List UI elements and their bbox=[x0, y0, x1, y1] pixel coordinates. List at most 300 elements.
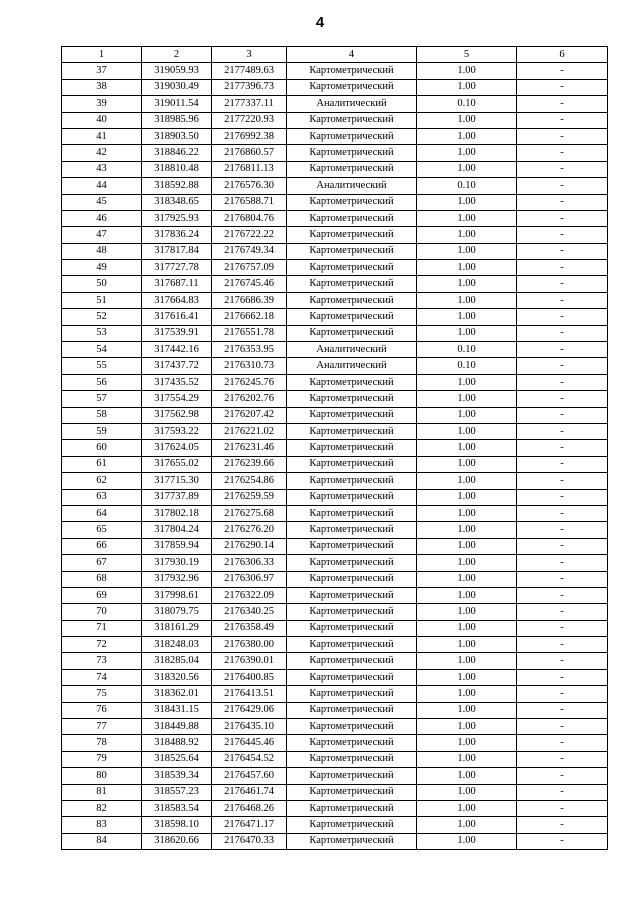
point-number-cell: 38 bbox=[62, 79, 142, 95]
x-coordinate-cell: 318449.88 bbox=[142, 719, 212, 735]
method-cell: Картометрический bbox=[287, 719, 417, 735]
point-number-cell: 69 bbox=[62, 587, 142, 603]
accuracy-cell: 1.00 bbox=[417, 768, 517, 784]
x-coordinate-cell: 318525.64 bbox=[142, 751, 212, 767]
x-coordinate-cell: 317727.78 bbox=[142, 260, 212, 276]
accuracy-cell: 1.00 bbox=[417, 833, 517, 849]
description-cell: - bbox=[517, 161, 608, 177]
description-cell: - bbox=[517, 522, 608, 538]
x-coordinate-cell: 317664.83 bbox=[142, 292, 212, 308]
point-number-cell: 47 bbox=[62, 227, 142, 243]
x-coordinate-cell: 318248.03 bbox=[142, 637, 212, 653]
method-cell: Картометрический bbox=[287, 161, 417, 177]
description-cell: - bbox=[517, 489, 608, 505]
x-coordinate-cell: 317836.24 bbox=[142, 227, 212, 243]
table-row bbox=[62, 817, 608, 833]
x-coordinate-cell: 317655.02 bbox=[142, 456, 212, 472]
table-row bbox=[62, 96, 608, 112]
x-coordinate-cell: 318539.34 bbox=[142, 768, 212, 784]
y-coordinate-cell: 2176745.46 bbox=[212, 276, 287, 292]
method-cell: Картометрический bbox=[287, 751, 417, 767]
point-number-cell: 44 bbox=[62, 178, 142, 194]
x-coordinate-cell: 318285.04 bbox=[142, 653, 212, 669]
description-cell: - bbox=[517, 210, 608, 226]
method-cell: Картометрический bbox=[287, 440, 417, 456]
y-coordinate-cell: 2176221.02 bbox=[212, 423, 287, 439]
y-coordinate-cell: 2176358.49 bbox=[212, 620, 287, 636]
table-row bbox=[62, 768, 608, 784]
y-coordinate-cell: 2177220.93 bbox=[212, 112, 287, 128]
method-cell: Картометрический bbox=[287, 79, 417, 95]
accuracy-cell: 1.00 bbox=[417, 669, 517, 685]
method-cell: Картометрический bbox=[287, 227, 417, 243]
accuracy-cell: 1.00 bbox=[417, 292, 517, 308]
accuracy-cell: 1.00 bbox=[417, 653, 517, 669]
method-cell: Картометрический bbox=[287, 555, 417, 571]
x-coordinate-cell: 318079.75 bbox=[142, 604, 212, 620]
description-cell: - bbox=[517, 145, 608, 161]
y-coordinate-cell: 2176306.97 bbox=[212, 571, 287, 587]
method-cell: Картометрический bbox=[287, 145, 417, 161]
table-row bbox=[62, 325, 608, 341]
point-number-cell: 49 bbox=[62, 260, 142, 276]
table-row bbox=[62, 145, 608, 161]
method-cell: Картометрический bbox=[287, 604, 417, 620]
table-row bbox=[62, 374, 608, 390]
y-coordinate-cell: 2176435.10 bbox=[212, 719, 287, 735]
y-coordinate-cell: 2176400.85 bbox=[212, 669, 287, 685]
table-row bbox=[62, 63, 608, 79]
point-number-cell: 45 bbox=[62, 194, 142, 210]
method-cell: Картометрический bbox=[287, 522, 417, 538]
table-row bbox=[62, 194, 608, 210]
point-number-cell: 81 bbox=[62, 784, 142, 800]
description-cell: - bbox=[517, 292, 608, 308]
table-row bbox=[62, 784, 608, 800]
description-cell: - bbox=[517, 96, 608, 112]
x-coordinate-cell: 318903.50 bbox=[142, 128, 212, 144]
table-row bbox=[62, 604, 608, 620]
point-number-cell: 79 bbox=[62, 751, 142, 767]
accuracy-cell: 1.00 bbox=[417, 686, 517, 702]
table-row bbox=[62, 637, 608, 653]
x-coordinate-cell: 318348.65 bbox=[142, 194, 212, 210]
accuracy-cell: 1.00 bbox=[417, 538, 517, 554]
point-number-cell: 73 bbox=[62, 653, 142, 669]
method-cell: Картометрический bbox=[287, 456, 417, 472]
table-row bbox=[62, 669, 608, 685]
y-coordinate-cell: 2176468.26 bbox=[212, 800, 287, 816]
table-row bbox=[62, 243, 608, 259]
y-coordinate-cell: 2176454.52 bbox=[212, 751, 287, 767]
x-coordinate-cell: 317932.96 bbox=[142, 571, 212, 587]
point-number-cell: 52 bbox=[62, 309, 142, 325]
table-row bbox=[62, 79, 608, 95]
description-cell: - bbox=[517, 817, 608, 833]
point-number-cell: 43 bbox=[62, 161, 142, 177]
y-coordinate-cell: 2177489.63 bbox=[212, 63, 287, 79]
method-cell: Картометрический bbox=[287, 653, 417, 669]
y-coordinate-cell: 2176811.13 bbox=[212, 161, 287, 177]
x-coordinate-cell: 318846.22 bbox=[142, 145, 212, 161]
description-cell: - bbox=[517, 604, 608, 620]
x-coordinate-cell: 318810.48 bbox=[142, 161, 212, 177]
method-cell: Картометрический bbox=[287, 784, 417, 800]
method-cell: Картометрический bbox=[287, 702, 417, 718]
accuracy-cell: 1.00 bbox=[417, 604, 517, 620]
header-row bbox=[62, 47, 608, 63]
column-header: 4 bbox=[287, 47, 417, 63]
method-cell: Картометрический bbox=[287, 210, 417, 226]
method-cell: Картометрический bbox=[287, 276, 417, 292]
point-number-cell: 82 bbox=[62, 800, 142, 816]
point-number-cell: 60 bbox=[62, 440, 142, 456]
accuracy-cell: 0.10 bbox=[417, 342, 517, 358]
accuracy-cell: 1.00 bbox=[417, 194, 517, 210]
point-number-cell: 74 bbox=[62, 669, 142, 685]
table-row bbox=[62, 178, 608, 194]
accuracy-cell: 1.00 bbox=[417, 620, 517, 636]
x-coordinate-cell: 318985.96 bbox=[142, 112, 212, 128]
y-coordinate-cell: 2176588.71 bbox=[212, 194, 287, 210]
description-cell: - bbox=[517, 456, 608, 472]
y-coordinate-cell: 2176290.14 bbox=[212, 538, 287, 554]
x-coordinate-cell: 318362.01 bbox=[142, 686, 212, 702]
description-cell: - bbox=[517, 833, 608, 849]
y-coordinate-cell: 2176470.33 bbox=[212, 833, 287, 849]
accuracy-cell: 1.00 bbox=[417, 719, 517, 735]
x-coordinate-cell: 318431.15 bbox=[142, 702, 212, 718]
point-number-cell: 55 bbox=[62, 358, 142, 374]
accuracy-cell: 0.10 bbox=[417, 358, 517, 374]
x-coordinate-cell: 318592.88 bbox=[142, 178, 212, 194]
x-coordinate-cell: 317715.30 bbox=[142, 473, 212, 489]
column-header: 5 bbox=[417, 47, 517, 63]
description-cell: - bbox=[517, 686, 608, 702]
y-coordinate-cell: 2176310.73 bbox=[212, 358, 287, 374]
description-cell: - bbox=[517, 620, 608, 636]
point-number-cell: 66 bbox=[62, 538, 142, 554]
accuracy-cell: 1.00 bbox=[417, 505, 517, 521]
table-row bbox=[62, 833, 608, 849]
table-row bbox=[62, 407, 608, 423]
method-cell: Картометрический bbox=[287, 669, 417, 685]
x-coordinate-cell: 318161.29 bbox=[142, 620, 212, 636]
description-cell: - bbox=[517, 358, 608, 374]
x-coordinate-cell: 317804.24 bbox=[142, 522, 212, 538]
table-body bbox=[62, 63, 608, 850]
table-row bbox=[62, 800, 608, 816]
y-coordinate-cell: 2176275.68 bbox=[212, 505, 287, 521]
point-number-cell: 68 bbox=[62, 571, 142, 587]
accuracy-cell: 1.00 bbox=[417, 751, 517, 767]
description-cell: - bbox=[517, 473, 608, 489]
x-coordinate-cell: 317539.91 bbox=[142, 325, 212, 341]
description-cell: - bbox=[517, 374, 608, 390]
table-row bbox=[62, 505, 608, 521]
point-number-cell: 65 bbox=[62, 522, 142, 538]
table-row bbox=[62, 112, 608, 128]
accuracy-cell: 1.00 bbox=[417, 440, 517, 456]
column-header: 1 bbox=[62, 47, 142, 63]
x-coordinate-cell: 317687.11 bbox=[142, 276, 212, 292]
description-cell: - bbox=[517, 555, 608, 571]
x-coordinate-cell: 317925.93 bbox=[142, 210, 212, 226]
y-coordinate-cell: 2176445.46 bbox=[212, 735, 287, 751]
table-row bbox=[62, 751, 608, 767]
point-number-cell: 58 bbox=[62, 407, 142, 423]
method-cell: Картометрический bbox=[287, 243, 417, 259]
point-number-cell: 80 bbox=[62, 768, 142, 784]
table-row bbox=[62, 702, 608, 718]
accuracy-cell: 1.00 bbox=[417, 325, 517, 341]
accuracy-cell: 1.00 bbox=[417, 391, 517, 407]
description-cell: - bbox=[517, 342, 608, 358]
x-coordinate-cell: 317802.18 bbox=[142, 505, 212, 521]
description-cell: - bbox=[517, 194, 608, 210]
description-cell: - bbox=[517, 784, 608, 800]
method-cell: Картометрический bbox=[287, 63, 417, 79]
description-cell: - bbox=[517, 571, 608, 587]
point-number-cell: 67 bbox=[62, 555, 142, 571]
x-coordinate-cell: 317859.94 bbox=[142, 538, 212, 554]
accuracy-cell: 1.00 bbox=[417, 227, 517, 243]
method-cell: Картометрический bbox=[287, 128, 417, 144]
point-number-cell: 41 bbox=[62, 128, 142, 144]
x-coordinate-cell: 317624.05 bbox=[142, 440, 212, 456]
y-coordinate-cell: 2176259.59 bbox=[212, 489, 287, 505]
column-header: 2 bbox=[142, 47, 212, 63]
point-number-cell: 42 bbox=[62, 145, 142, 161]
description-cell: - bbox=[517, 227, 608, 243]
x-coordinate-cell: 318557.23 bbox=[142, 784, 212, 800]
x-coordinate-cell: 317737.89 bbox=[142, 489, 212, 505]
method-cell: Картометрический bbox=[287, 374, 417, 390]
y-coordinate-cell: 2176207.42 bbox=[212, 407, 287, 423]
accuracy-cell: 1.00 bbox=[417, 260, 517, 276]
description-cell: - bbox=[517, 325, 608, 341]
method-cell: Картометрический bbox=[287, 817, 417, 833]
x-coordinate-cell: 319030.49 bbox=[142, 79, 212, 95]
x-coordinate-cell: 317562.98 bbox=[142, 407, 212, 423]
accuracy-cell: 1.00 bbox=[417, 407, 517, 423]
accuracy-cell: 1.00 bbox=[417, 210, 517, 226]
method-cell: Аналитический bbox=[287, 96, 417, 112]
y-coordinate-cell: 2176457.60 bbox=[212, 768, 287, 784]
y-coordinate-cell: 2176429.06 bbox=[212, 702, 287, 718]
y-coordinate-cell: 2176860.57 bbox=[212, 145, 287, 161]
method-cell: Картометрический bbox=[287, 292, 417, 308]
x-coordinate-cell: 317817.84 bbox=[142, 243, 212, 259]
y-coordinate-cell: 2176353.95 bbox=[212, 342, 287, 358]
table-row bbox=[62, 735, 608, 751]
point-number-cell: 61 bbox=[62, 456, 142, 472]
method-cell: Картометрический bbox=[287, 423, 417, 439]
x-coordinate-cell: 318320.56 bbox=[142, 669, 212, 685]
accuracy-cell: 1.00 bbox=[417, 522, 517, 538]
y-coordinate-cell: 2176461.74 bbox=[212, 784, 287, 800]
method-cell: Картометрический bbox=[287, 587, 417, 603]
y-coordinate-cell: 2177337.11 bbox=[212, 96, 287, 112]
point-number-cell: 51 bbox=[62, 292, 142, 308]
y-coordinate-cell: 2176722.22 bbox=[212, 227, 287, 243]
method-cell: Картометрический bbox=[287, 407, 417, 423]
y-coordinate-cell: 2176576.30 bbox=[212, 178, 287, 194]
table-row bbox=[62, 555, 608, 571]
method-cell: Аналитический bbox=[287, 178, 417, 194]
table-row bbox=[62, 342, 608, 358]
table-row bbox=[62, 161, 608, 177]
method-cell: Картометрический bbox=[287, 489, 417, 505]
table-row bbox=[62, 473, 608, 489]
table-header bbox=[62, 47, 608, 63]
description-cell: - bbox=[517, 112, 608, 128]
accuracy-cell: 1.00 bbox=[417, 456, 517, 472]
point-number-cell: 59 bbox=[62, 423, 142, 439]
y-coordinate-cell: 2176239.66 bbox=[212, 456, 287, 472]
table-row bbox=[62, 227, 608, 243]
y-coordinate-cell: 2176390.01 bbox=[212, 653, 287, 669]
method-cell: Картометрический bbox=[287, 473, 417, 489]
table-row bbox=[62, 620, 608, 636]
x-coordinate-cell: 318488.92 bbox=[142, 735, 212, 751]
table-row bbox=[62, 292, 608, 308]
accuracy-cell: 0.10 bbox=[417, 178, 517, 194]
point-number-cell: 77 bbox=[62, 719, 142, 735]
description-cell: - bbox=[517, 63, 608, 79]
x-coordinate-cell: 317616.41 bbox=[142, 309, 212, 325]
accuracy-cell: 1.00 bbox=[417, 571, 517, 587]
table-row bbox=[62, 456, 608, 472]
description-cell: - bbox=[517, 637, 608, 653]
accuracy-cell: 1.00 bbox=[417, 489, 517, 505]
method-cell: Картометрический bbox=[287, 391, 417, 407]
accuracy-cell: 1.00 bbox=[417, 309, 517, 325]
x-coordinate-cell: 319059.93 bbox=[142, 63, 212, 79]
method-cell: Аналитический bbox=[287, 358, 417, 374]
description-cell: - bbox=[517, 587, 608, 603]
table-row bbox=[62, 210, 608, 226]
page-number: 4 bbox=[315, 14, 325, 31]
description-cell: - bbox=[517, 751, 608, 767]
point-number-cell: 46 bbox=[62, 210, 142, 226]
method-cell: Картометрический bbox=[287, 800, 417, 816]
description-cell: - bbox=[517, 79, 608, 95]
x-coordinate-cell: 317554.29 bbox=[142, 391, 212, 407]
point-number-cell: 78 bbox=[62, 735, 142, 751]
y-coordinate-cell: 2176662.18 bbox=[212, 309, 287, 325]
accuracy-cell: 1.00 bbox=[417, 817, 517, 833]
x-coordinate-cell: 317435.52 bbox=[142, 374, 212, 390]
table-row bbox=[62, 423, 608, 439]
description-cell: - bbox=[517, 440, 608, 456]
method-cell: Картометрический bbox=[287, 325, 417, 341]
description-cell: - bbox=[517, 391, 608, 407]
accuracy-cell: 1.00 bbox=[417, 555, 517, 571]
y-coordinate-cell: 2176804.76 bbox=[212, 210, 287, 226]
x-coordinate-cell: 317442.16 bbox=[142, 342, 212, 358]
column-header: 3 bbox=[212, 47, 287, 63]
method-cell: Аналитический bbox=[287, 342, 417, 358]
y-coordinate-cell: 2176231.46 bbox=[212, 440, 287, 456]
y-coordinate-cell: 2176471.17 bbox=[212, 817, 287, 833]
table-row bbox=[62, 309, 608, 325]
description-cell: - bbox=[517, 260, 608, 276]
accuracy-cell: 1.00 bbox=[417, 587, 517, 603]
method-cell: Картометрический bbox=[287, 768, 417, 784]
accuracy-cell: 1.00 bbox=[417, 276, 517, 292]
description-cell: - bbox=[517, 243, 608, 259]
description-cell: - bbox=[517, 407, 608, 423]
description-cell: - bbox=[517, 669, 608, 685]
y-coordinate-cell: 2176245.76 bbox=[212, 374, 287, 390]
x-coordinate-cell: 317437.72 bbox=[142, 358, 212, 374]
method-cell: Картометрический bbox=[287, 620, 417, 636]
accuracy-cell: 1.00 bbox=[417, 243, 517, 259]
method-cell: Картометрический bbox=[287, 538, 417, 554]
point-number-cell: 54 bbox=[62, 342, 142, 358]
method-cell: Картометрический bbox=[287, 194, 417, 210]
accuracy-cell: 1.00 bbox=[417, 637, 517, 653]
description-cell: - bbox=[517, 423, 608, 439]
accuracy-cell: 1.00 bbox=[417, 423, 517, 439]
x-coordinate-cell: 318583.54 bbox=[142, 800, 212, 816]
table-row bbox=[62, 686, 608, 702]
y-coordinate-cell: 2176276.20 bbox=[212, 522, 287, 538]
y-coordinate-cell: 2176749.34 bbox=[212, 243, 287, 259]
coordinates-table bbox=[61, 46, 608, 850]
column-header: 6 bbox=[517, 47, 608, 63]
y-coordinate-cell: 2176551.78 bbox=[212, 325, 287, 341]
method-cell: Картометрический bbox=[287, 112, 417, 128]
point-number-cell: 83 bbox=[62, 817, 142, 833]
description-cell: - bbox=[517, 800, 608, 816]
table-row bbox=[62, 128, 608, 144]
table-row bbox=[62, 276, 608, 292]
method-cell: Картометрический bbox=[287, 571, 417, 587]
accuracy-cell: 1.00 bbox=[417, 79, 517, 95]
table-row bbox=[62, 440, 608, 456]
accuracy-cell: 1.00 bbox=[417, 735, 517, 751]
method-cell: Картометрический bbox=[287, 309, 417, 325]
method-cell: Картометрический bbox=[287, 686, 417, 702]
description-cell: - bbox=[517, 719, 608, 735]
point-number-cell: 64 bbox=[62, 505, 142, 521]
description-cell: - bbox=[517, 505, 608, 521]
accuracy-cell: 0.10 bbox=[417, 96, 517, 112]
y-coordinate-cell: 2176413.51 bbox=[212, 686, 287, 702]
method-cell: Картометрический bbox=[287, 505, 417, 521]
y-coordinate-cell: 2176202.76 bbox=[212, 391, 287, 407]
point-number-cell: 40 bbox=[62, 112, 142, 128]
table-row bbox=[62, 489, 608, 505]
point-number-cell: 70 bbox=[62, 604, 142, 620]
description-cell: - bbox=[517, 702, 608, 718]
table-row bbox=[62, 719, 608, 735]
accuracy-cell: 1.00 bbox=[417, 702, 517, 718]
accuracy-cell: 1.00 bbox=[417, 374, 517, 390]
point-number-cell: 75 bbox=[62, 686, 142, 702]
accuracy-cell: 1.00 bbox=[417, 473, 517, 489]
accuracy-cell: 1.00 bbox=[417, 128, 517, 144]
method-cell: Картометрический bbox=[287, 833, 417, 849]
table-row bbox=[62, 571, 608, 587]
point-number-cell: 71 bbox=[62, 620, 142, 636]
point-number-cell: 76 bbox=[62, 702, 142, 718]
point-number-cell: 39 bbox=[62, 96, 142, 112]
point-number-cell: 56 bbox=[62, 374, 142, 390]
accuracy-cell: 1.00 bbox=[417, 800, 517, 816]
